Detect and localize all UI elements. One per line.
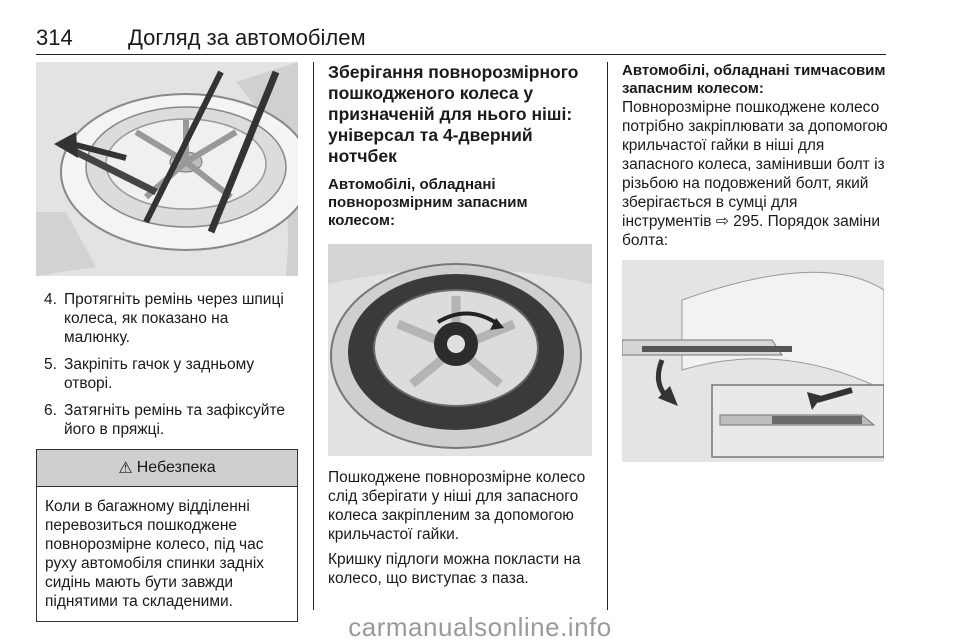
column-divider xyxy=(313,62,314,610)
subheading: Автомобілі, обладнані тимчасовим запасним колесом: xyxy=(622,62,886,97)
paragraph: Повнорозмірне пошкоджене колесо потрібно закріплювати за допомогою крильчастої гайки в ніші для запасного колеса, замінивши болт із різьбою на подовжений болт, який зберігається в сумці для інструментів ⇨ 295. Порядок заміни болта: xyxy=(622,99,888,249)
watermark: carmanualsonline.info xyxy=(348,612,612,642)
paragraph: Пошкоджене повнорозмірне колесо слід зберігати у ніші для запасного колеса закріпленим за допомогою крильчастої гайки. xyxy=(328,469,586,543)
page-number: 314 xyxy=(36,25,73,50)
reference-arrow-icon: ⇨ xyxy=(715,213,729,230)
danger-header xyxy=(37,450,297,487)
paragraph: Кришку підлоги можна покласти на колесо, що виступає з паза. xyxy=(328,551,581,587)
danger-text: Коли в багажному відділенні перевозиться пошкоджене повнорозмірне колесо, під час руху автомобіля спинки задніх сидінь мають бути завжди піднятими та складеними. xyxy=(45,498,265,610)
subheading: Автомобілі, обладнані повнорозмірним запасним колесом: xyxy=(328,176,528,229)
bolt-replacement-illustration xyxy=(622,260,884,462)
list-item: 5. Закріпіть гачок у задньому отворі. xyxy=(44,356,255,392)
middle-column xyxy=(328,62,596,588)
page-reference[interactable]: 295 xyxy=(733,213,759,230)
left-column xyxy=(36,62,298,622)
danger-box xyxy=(36,449,298,622)
stored-wheel-illustration xyxy=(328,244,592,456)
page-header xyxy=(36,22,886,55)
column-divider xyxy=(607,62,608,610)
danger-title: Небезпека xyxy=(136,459,216,476)
warning-icon: ⚠ xyxy=(118,460,133,477)
strap-wheel-illustration xyxy=(36,62,298,276)
right-column xyxy=(622,62,890,462)
section-heading: Зберігання повнорозмірного пошкодженого колеса у призначеній для нього ніші: універсал та 4-дверний нотчбек xyxy=(328,62,579,166)
steps-list xyxy=(36,290,298,439)
page-title: Догляд за автомобілем xyxy=(128,25,366,50)
list-item: 4. Протягніть ремінь через шпиці колеса, як показано на малюнку. xyxy=(44,291,284,346)
list-item: 6. Затягніть ремінь та зафіксуйте його в пряжці. xyxy=(44,402,285,438)
